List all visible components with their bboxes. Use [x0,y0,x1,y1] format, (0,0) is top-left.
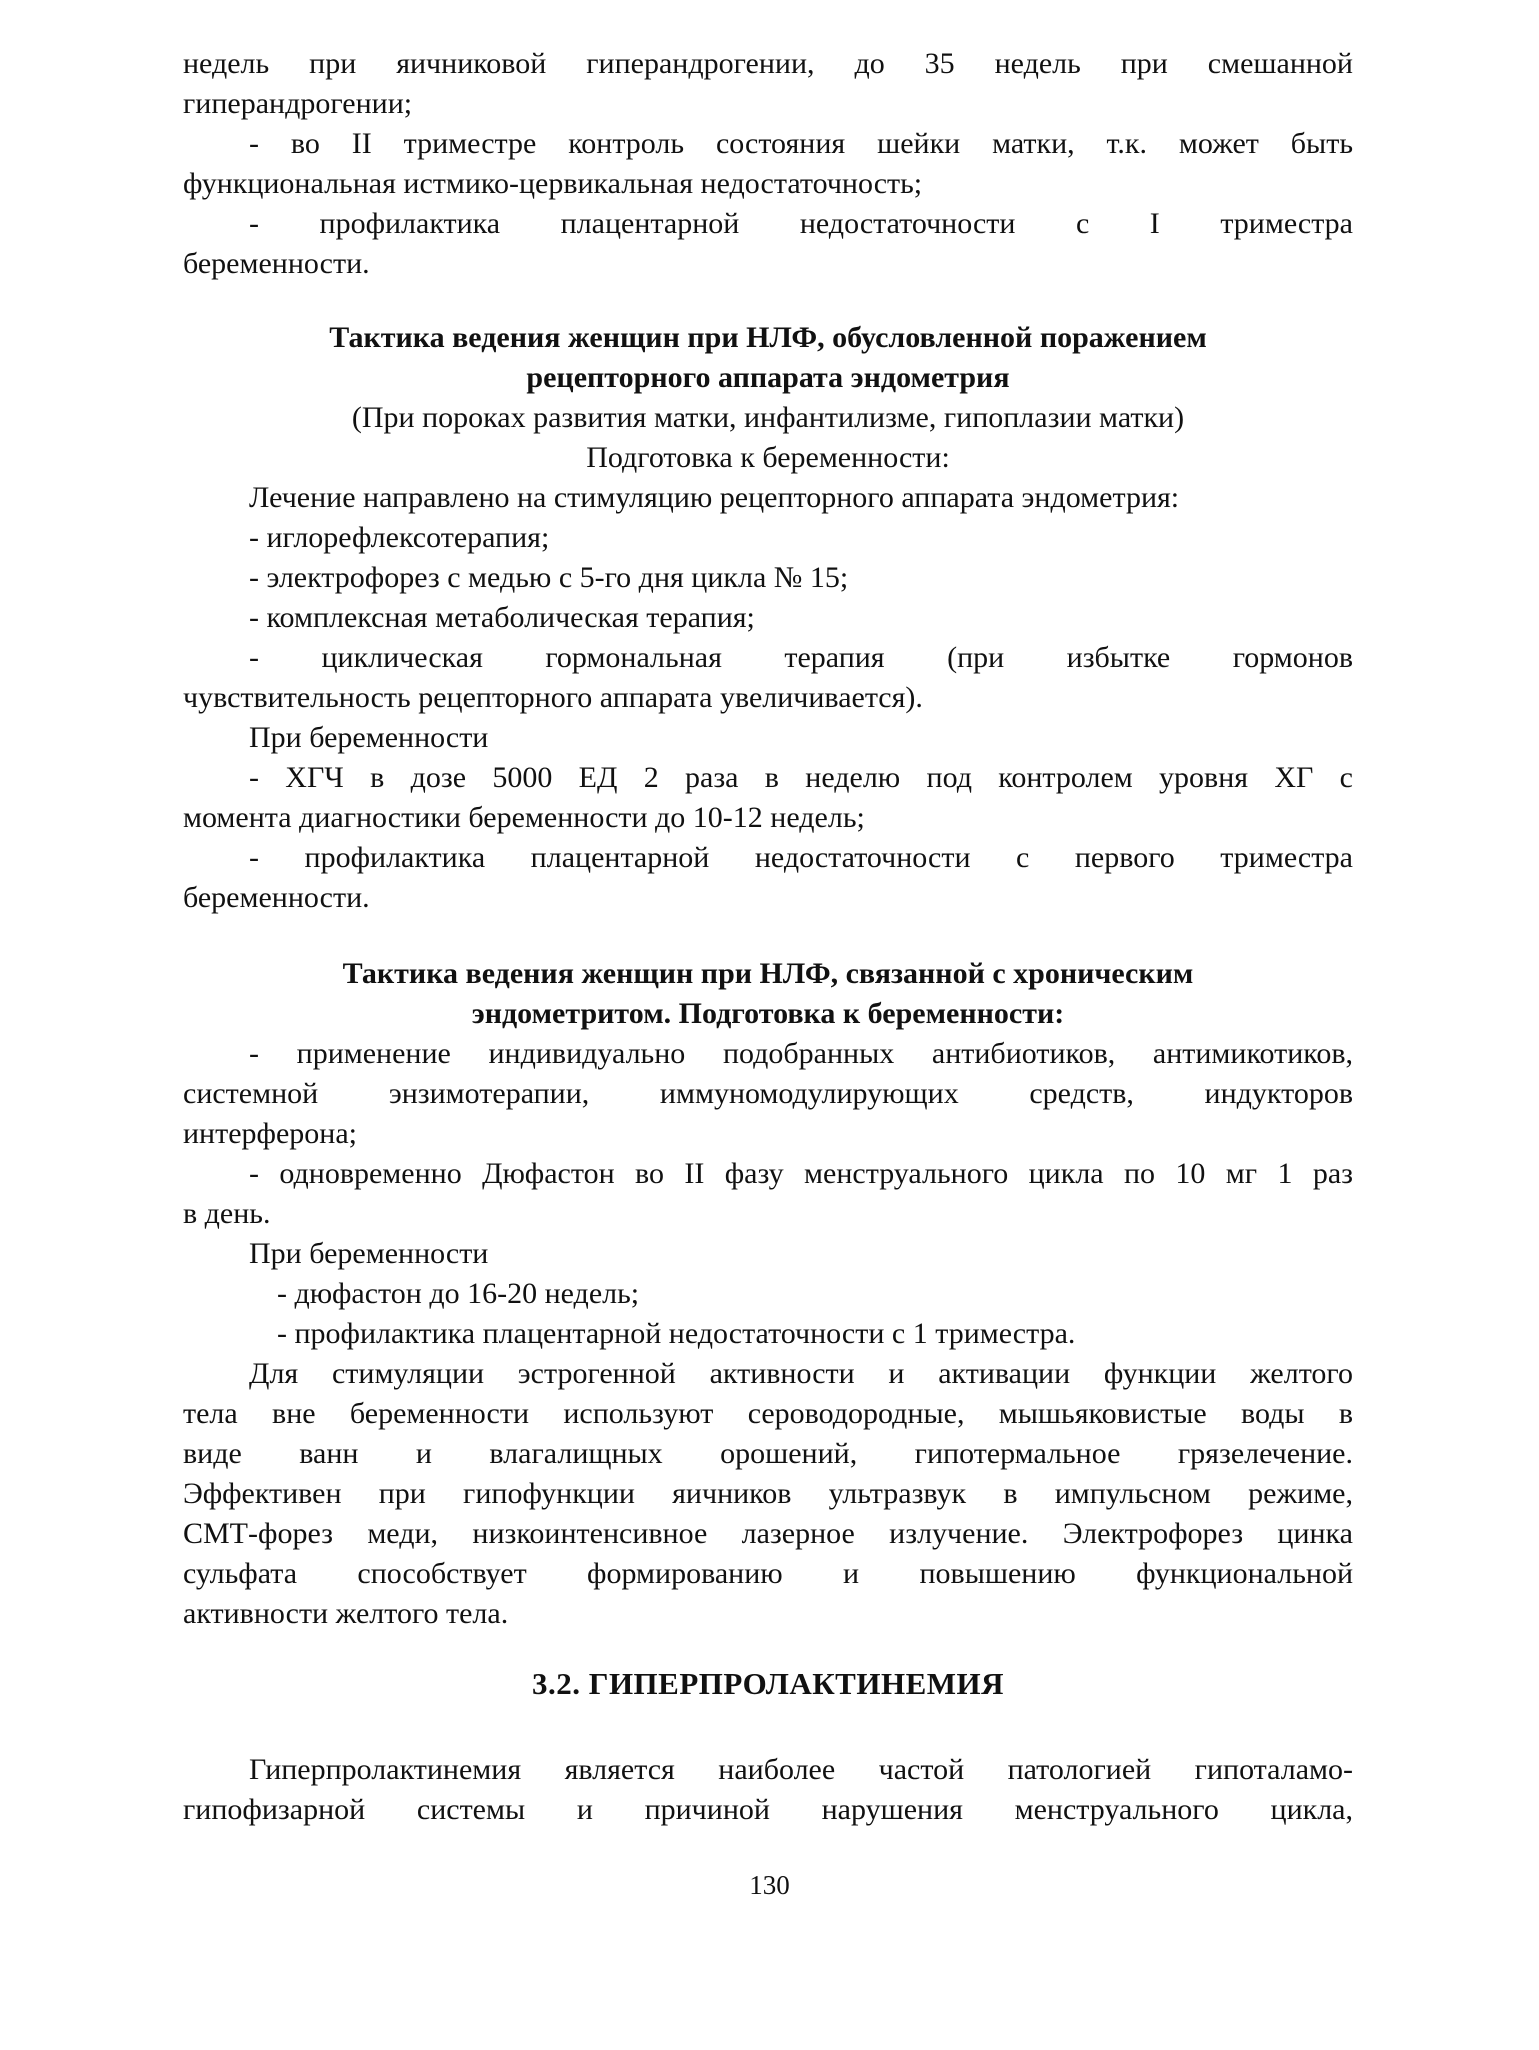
section-heading: эндометритом. Подготовка к беременности: [471,997,1065,1030]
text-line: тела вне беременности используют сероводородные, мышьяковистые воды в [183,1397,1353,1430]
text-line: Эффективен при гипофункции яичников ультразвук в импульсном режиме, [183,1477,1353,1510]
list-item: - профилактика плацентарной недостаточности с 1 триместра. [277,1317,1076,1350]
section-heading: рецепторного аппарата эндометрия [526,361,1010,394]
text-line: - во II триместре контроль состояния шейки матки, т.к. может быть [249,127,1353,160]
text-line: гиперандрогении; [183,87,413,120]
section-heading: Тактика ведения женщин при НЛФ, связанной с хроническим [342,957,1194,990]
text-line: виде ванн и влагалищных орошений, гипотермальное грязелечение. [183,1437,1353,1470]
list-item: - иглорефлексотерапия; [249,521,550,554]
text-line: Для стимуляции эстрогенной активности и активации функции желтого [249,1357,1353,1390]
text-line: функциональная истмико-цервикальная недостаточность; [183,167,923,200]
text-line: Гиперпролактинемия является наиболее частой патологией гипоталамо- [249,1753,1353,1786]
list-item: - профилактика плацентарной недостаточности с первого триместра [249,841,1353,874]
text-line: беременности. [183,881,370,914]
text-line: в день. [183,1197,271,1230]
text-line: интерферона; [183,1117,357,1150]
list-item: - одновременно Дюфастон во II фазу менструального цикла по 10 мг 1 раз [249,1157,1353,1190]
text-line: чувствительность рецепторного аппарата увеличивается). [183,681,923,714]
chapter-title: 3.2. ГИПЕРПРОЛАКТИНЕМИЯ [531,1666,1005,1701]
text-line: сульфата способствует формированию и повышению функциональной [183,1557,1353,1590]
text-line: При беременности [249,1237,489,1270]
text-line: - профилактика плацентарной недостаточности с I триместра [249,207,1353,240]
list-item: - ХГЧ в дозе 5000 ЕД 2 раза в неделю под контролем уровня ХГ с [249,761,1353,794]
list-item: - циклическая гормональная терапия (при избытке гормонов [249,641,1353,674]
text-line: активности желтого тела. [183,1597,509,1630]
text-line: При беременности [249,721,489,754]
section-heading: Тактика ведения женщин при НЛФ, обусловленной поражением [329,321,1207,354]
text-line: СМТ-форез меди, низкоинтенсивное лазерное излучение. Электрофорез цинка [183,1517,1353,1550]
page-number: 130 [749,1870,790,1900]
document-page [183,44,1353,1830]
text-line: системной энзимотерапии, иммуномодулирующих средств, индукторов [183,1077,1353,1110]
text-line: момента диагностики беременности до 10-12 недель; [183,801,865,834]
subheading: (При пороках развития матки, инфантилизме, гипоплазии матки) [351,401,1185,434]
list-item: - комплексная метаболическая терапия; [249,601,755,634]
text-line: беременности. [183,247,370,280]
text-line: недель при яичниковой гиперандрогении, до 35 недель при смешанной [183,47,1353,80]
list-item: - дюфастон до 16-20 недель; [277,1277,640,1310]
subheading: Подготовка к беременности: [586,441,950,474]
text-line: гипофизарной системы и причиной нарушения менструального цикла, [183,1793,1353,1826]
list-item: - электрофорез с медью с 5-го дня цикла № 15; [249,561,849,594]
list-item: - применение индивидуально подобранных антибиотиков, антимикотиков, [249,1037,1353,1070]
text-line: Лечение направлено на стимуляцию рецепторного аппарата эндометрия: [249,481,1180,514]
